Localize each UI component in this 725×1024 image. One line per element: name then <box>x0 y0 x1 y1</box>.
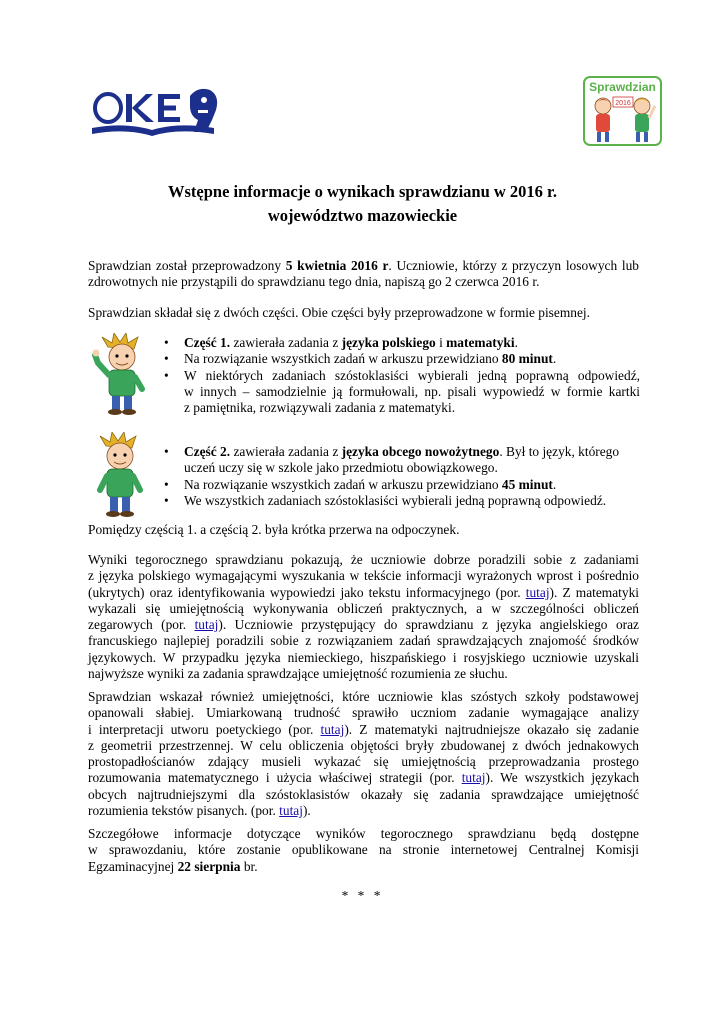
paragraph-structure <box>88 305 639 321</box>
subject-name: języka polskiego <box>341 335 436 350</box>
list-item <box>160 477 640 493</box>
duration: 45 minut <box>501 476 553 492</box>
text-line: Sprawdzian wskazał również umiejętności, które uczniowie klas szóstych szkoły podstawowej <box>88 689 639 704</box>
text-line: Sprawdzian składał się z dwóch części. Obie części były przeprowadzone w formie pisemnej. <box>88 305 590 320</box>
duration: 80 minut <box>501 351 553 367</box>
bullet-icon: • <box>164 367 169 383</box>
paragraph-break <box>88 522 639 538</box>
list-item <box>160 368 640 417</box>
boy-illustration <box>92 333 152 415</box>
text-run: zawierała zadania z <box>230 444 342 459</box>
bullet-icon: • <box>164 335 169 350</box>
report-date: 22 sierpnia <box>177 858 241 874</box>
text-line <box>88 722 639 738</box>
boy-illustration <box>92 432 148 518</box>
text-run: ). <box>302 803 311 819</box>
subject-name: języka obcego nowożytnego <box>341 444 500 459</box>
text-line: uczeń uczy się w szkole jako przedmiotu obowiązkowego. <box>184 460 498 476</box>
part2-list <box>160 444 640 509</box>
sprawdzian-logo <box>583 76 662 146</box>
text-line: zdrowotnych nie przystąpili do sprawdzianu tego dnia, napiszą go 2 czerwca 2016 r. <box>88 274 540 290</box>
text-run: . <box>552 476 557 492</box>
bullet-icon: • <box>164 492 169 508</box>
text-run: . Uczniowie, którzy z przyczyn losowych lub <box>388 258 639 273</box>
text-run: ). Z matematyki najtrudniejsze okazało się zadanie <box>344 721 639 737</box>
tutaj-link[interactable]: tutaj <box>320 721 345 737</box>
bullet-icon: • <box>164 351 169 367</box>
tutaj-link[interactable]: tutaj <box>194 617 219 633</box>
svg-text:Sprawdzian: Sprawdzian <box>589 80 656 94</box>
text-line <box>88 258 639 274</box>
text-run: (ukrytych) oraz identyfikowania wypowiedzi jako tekstu informacyjnego (por. <box>88 584 526 600</box>
text-line: francuskiego najlepiej poradzili sobie z rozwiązaniem zadań sprawdzających znajomość środków <box>88 633 639 649</box>
text-line: prostopadłościanów zdający musieli wykazać się umiejętnością przeprowadzania prostego <box>88 754 639 770</box>
tutaj-link[interactable]: tutaj <box>279 803 303 819</box>
part1-list <box>160 335 640 416</box>
part-label: Część 2. <box>184 444 231 459</box>
paragraph-results <box>88 552 639 682</box>
text-run: Na rozwiązanie wszystkich zadań w arkuszu przewidziano <box>184 476 502 492</box>
subject-name: matematyki <box>446 335 515 350</box>
text-line: wykazali się umiejętnością wykonywania obliczeń praktycznych, a w szczególności obliczeń <box>88 600 639 616</box>
text-run: . <box>514 335 518 350</box>
closing-asterisks: * * * <box>341 888 384 903</box>
text-run: zawierała zadania z <box>230 335 342 350</box>
list-item <box>160 335 640 351</box>
text-line: opanowali słabiej. Umiarkowaną trudność sprawiło uczniom zadanie wymagające analizy <box>88 705 639 721</box>
bullet-icon: • <box>164 476 169 492</box>
text-line: obcych najtrudniejszymi dla szóstoklasistów okazały się zadania sprawdzające umiejętność <box>88 786 639 802</box>
text-line <box>88 770 639 786</box>
text-run: rozumowania matematycznego i użycia właściwej strategii (por. <box>88 770 462 786</box>
text-run: ). Uczniowie przystępujący do sprawdzianu z języka angielskiego oraz <box>218 617 639 633</box>
text-line <box>88 803 639 819</box>
text-line: We wszystkich zadaniach szóstoklasiści wybierali jedną poprawną odpowiedź. <box>184 492 607 508</box>
text-run: zegarowych (por. <box>88 617 195 633</box>
text-line: z języka polskiego wymagającymi wyszukania w tekście informacji wyrażonych wprost i pośrednio <box>88 568 639 584</box>
text-line: w sprawozdaniu, które zostanie opublikowane na stronie internetowej Centralnej Komisji <box>88 842 639 858</box>
svg-text:2016: 2016 <box>615 100 631 107</box>
part-label: Część 1. <box>184 335 231 350</box>
text-line: językowych. W przypadku języka niemieckiego, hiszpańskiego i rosyjskiego uczniowie uzyskali <box>88 649 639 665</box>
paragraph-date <box>88 258 639 291</box>
text-run: Sprawdzian został przeprowadzony <box>88 258 286 273</box>
text-line <box>88 617 639 633</box>
exam-date: 5 kwietnia 2016 r <box>285 258 389 273</box>
text-line: Pomiędzy częścią 1. a częścią 2. była krótka przerwa na odpoczynek. <box>88 522 460 537</box>
text-line: najwyższe wyniki za zadania sprawdzające umiejętność rozumienia ze słuchu. <box>88 666 508 682</box>
text-run: . <box>552 351 557 367</box>
text-line: w innych – samodzielnie ją formułowali, np. pisali wypowiedź w formie kartki <box>184 383 640 399</box>
paragraph-details <box>88 826 639 875</box>
text-line: z pamiętnika, rozwiązywali zadania z matematyki. <box>184 400 456 416</box>
text-run: ). We wszystkich językach <box>485 770 640 786</box>
text-run: Egzaminacyjnej <box>88 858 178 874</box>
text-run: ). Z matematyki <box>549 584 639 600</box>
text-run: br. <box>240 858 258 874</box>
text-run: Na rozwiązanie wszystkich zadań w arkuszu przewidziano <box>184 351 502 367</box>
text-line <box>88 859 639 875</box>
tutaj-link[interactable]: tutaj <box>461 770 486 786</box>
list-item <box>160 351 640 367</box>
document-title: Wstępne informacje o wynikach sprawdzianu w 2016 r. <box>168 182 557 201</box>
text-run: . Był to język, którego <box>499 444 620 459</box>
list-item <box>160 493 640 509</box>
document-subtitle: województwo mazowieckie <box>267 206 458 225</box>
text-line: Wyniki tegorocznego sprawdzianu pokazują, że uczniowie dobrze poradzili sobie z zadaniami <box>88 552 639 567</box>
text-line: z geometrii przestrzennej. W celu obliczenia objętości bryły zbudowanej z dwóch jednakowych <box>88 737 639 753</box>
tutaj-link[interactable]: tutaj <box>525 584 550 600</box>
text-line <box>88 585 639 601</box>
text-run: i <box>435 335 447 350</box>
bullet-icon: • <box>164 444 169 459</box>
text-run: rozumienia tekstów pisanych. (por. <box>88 803 280 819</box>
list-item <box>160 444 640 477</box>
text-run: i interpretacji utworu poetyckiego (por. <box>88 721 321 737</box>
text-line: W niektórych zadaniach szóstoklasiści wybierali jedną poprawną odpowiedź, <box>184 367 640 383</box>
oke-logo <box>86 86 226 140</box>
text-line: Szczegółowe informacje dotyczące wyników tegorocznego sprawdzianu będą dostępne <box>88 826 639 841</box>
paragraph-weaknesses <box>88 689 639 819</box>
